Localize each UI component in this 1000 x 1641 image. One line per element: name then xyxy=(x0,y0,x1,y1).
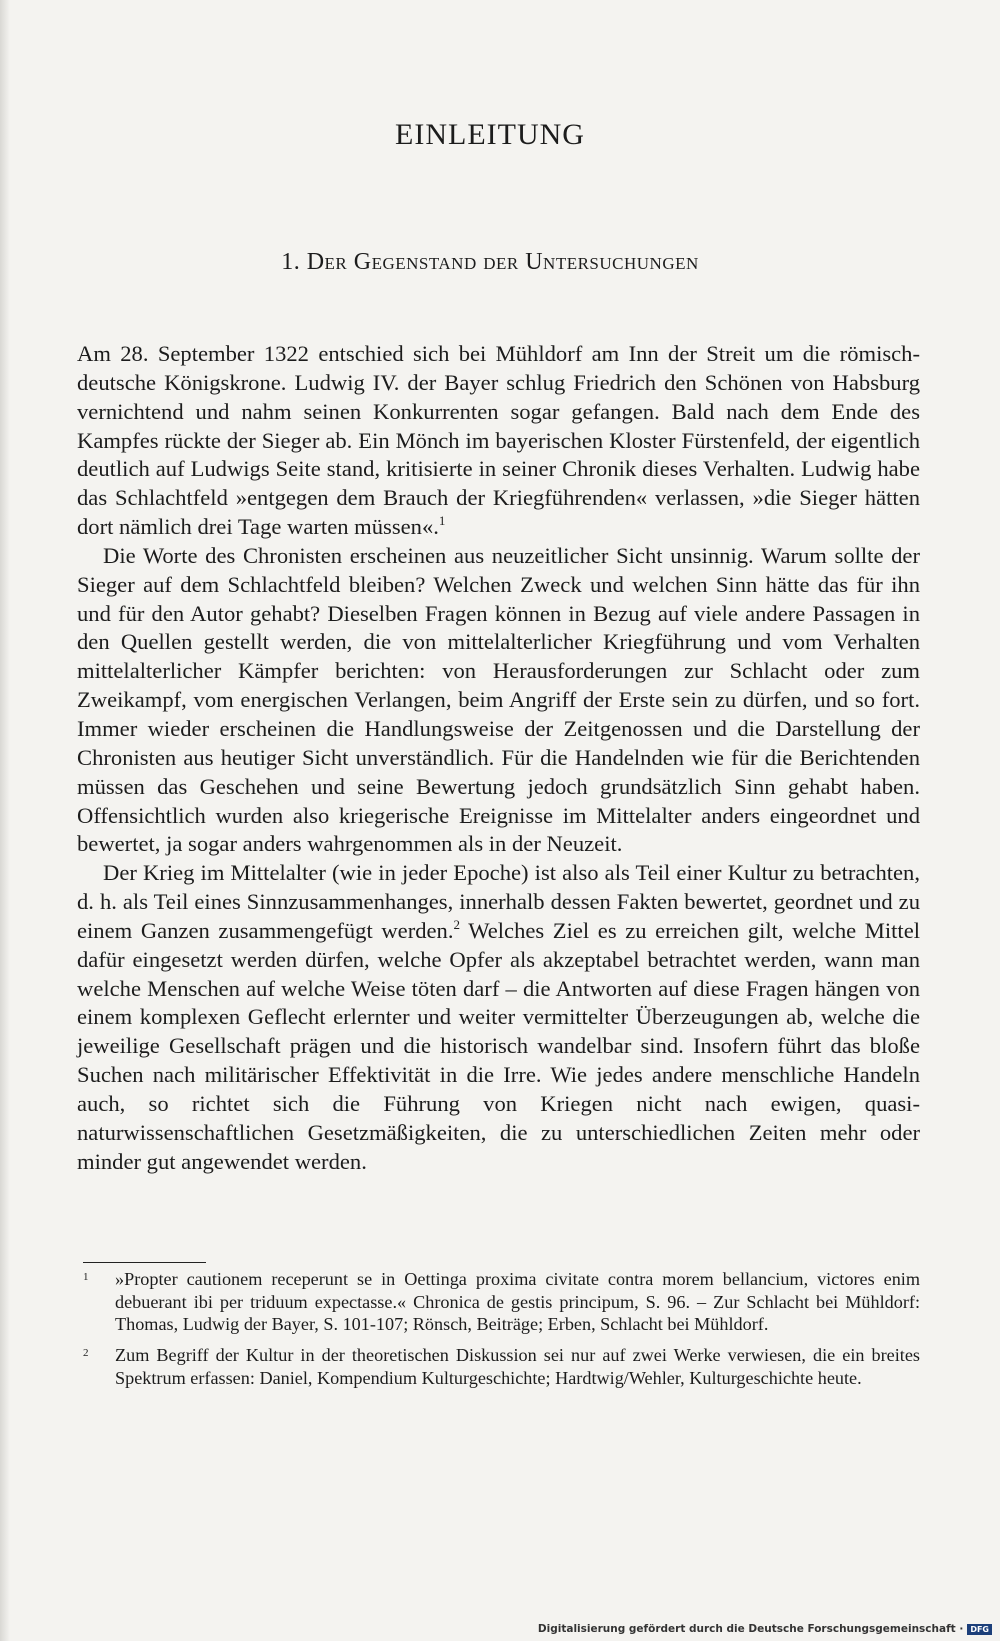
section-title xyxy=(0,249,980,276)
paragraph-3-text-after: Welches Ziel es zu erreichen gilt, welche Mittel dafür eingesetzt werden dürfen, welche Opfer als akzeptabel betrachtet werden, wann man welche Menschen auf welche Weise töten darf – die Antworten auf diese Fragen hängen von einem komplexen Geflecht erlernter und weiter vermittelter Überzeugungen ab, welche die jeweilige Gesellschaft prägen und die historisch wandelbar sind. Insofern führt das bloße Suchen nach militärischer Effektivität in die Irre. Wie jedes andere menschliche Handeln auch, so richtet sich die Führung von Kriegen nicht nach ewigen, quasi-naturwissenschaftlichen Gesetzmäßigkeiten, die zu unterschiedlichen Zeiten mehr oder minder gut angewendet werden. xyxy=(77,917,920,1174)
credit-text: Digitalisierung gefördert durch die Deutsche Forschungsgemeinschaft · xyxy=(537,1623,964,1635)
footnote-text: »Propter cautionem receperunt se in Oettinga proxima civitate contra morem bellancium, victores enim debuerant ibi per triduum expectasse.« Chronica de gestis principum, S. 96. – Zur Schlacht bei Mühldorf: Thomas, Ludwig der Bayer, S. 101-107; Rönsch, Beiträge; Erben, Schlacht bei Mühldorf. xyxy=(115,1269,920,1335)
paragraph-3 xyxy=(77,859,920,1176)
scan-edge-shadow xyxy=(0,0,10,1641)
section-title-text: 1. Der Gegenstand der Untersuchungen xyxy=(281,249,699,275)
footnotes xyxy=(77,1268,920,1390)
footnote-separator xyxy=(83,1262,206,1263)
footnote-text: Zum Begriff der Kultur in der theoretischen Diskussion sei nur auf zwei Werke verwiesen, die ein breites Spektrum erfassen: Daniel, Kompendium Kulturgeschichte; Hardtwig/Wehler, Kulturgeschichte heute. xyxy=(115,1345,920,1388)
paragraph-1 xyxy=(77,340,920,542)
paragraph-2-text: Die Worte des Chronisten erscheinen aus neuzeitlicher Sicht unsinnig. Warum sollte der Sieger auf dem Schlachtfeld bleiben? Welchen Zweck und welchen Sinn hätte das für ihn und für den Autor gehabt? Dieselben Fragen können in Bezug auf viele andere Passagen in den Quellen gestellt werden, die von mittelalterlicher Kriegführung und vom Verhalten mittelalterlicher Kämpfer berichten: von Herausforderungen zur Schlacht oder zum Zweikampf, vom energischen Verlangen, beim Angriff der Erste sein zu dürfen, und so fort. Immer wieder erscheinen die Handlungsweise der Zeitgenossen und die Darstellung der Chronisten aus heutiger Sicht unverständlich. Für die Handelnden wie für die Berichtenden müssen das Geschehen und seine Bewertung jedoch grundsätzlich Sinn gehabt haben. Offensichtlich wurden also kriegerische Ereignisse im Mittelalter anders eingeordnet und bewertet, ja sogar anders wahrgenommen als in der Neuzeit. xyxy=(77,542,920,857)
footnote-number: 1 xyxy=(83,1271,89,1283)
paragraph-2 xyxy=(77,542,920,859)
chapter-title: EINLEITUNG xyxy=(395,118,585,151)
footnote-number: 2 xyxy=(83,1347,89,1360)
footnote-2 xyxy=(77,1344,920,1389)
footnote-1 xyxy=(77,1268,920,1336)
paragraph-3-text-before: Der Krieg im Mittelalter (wie in jeder Epoche) ist also als Teil einer Kultur zu betrachten, d. h. als Teil eines Sinnzusammenhanges, innerhalb dessen Fakten bewertet, geordnet und zu einem Ganzen zusammengefügt werden. xyxy=(77,860,920,943)
footnote-ref-2: 2 xyxy=(453,916,461,932)
paragraph-1-text: Am 28. September 1322 entschied sich bei Mühldorf am Inn der Streit um die römisch-deutsche Königskrone. Ludwig IV. der Bayer schlug Friedrich den Schönen von Habsburg vernichtend und nahm seinen Konkurrenten sogar gefangen. Bald nach dem Ende des Kampfes rückte der Sieger ab. Ein Mönch im bayerischen Kloster Fürstenfeld, der eigentlich deutlich auf Ludwigs Seite stand, kritisierte in seiner Chronik dieses Verhalten. Ludwig habe das Schlachtfeld »entgegen dem Brauch der Kriegführenden« verlassen, »die Sieger hätten dort nämlich drei Tage warten müssen«. xyxy=(77,341,920,540)
dfg-logo-icon: DFG xyxy=(967,1624,992,1635)
digitization-credit xyxy=(538,1623,992,1635)
body-text xyxy=(77,340,920,1176)
footnote-ref-1: 1 xyxy=(438,513,446,529)
